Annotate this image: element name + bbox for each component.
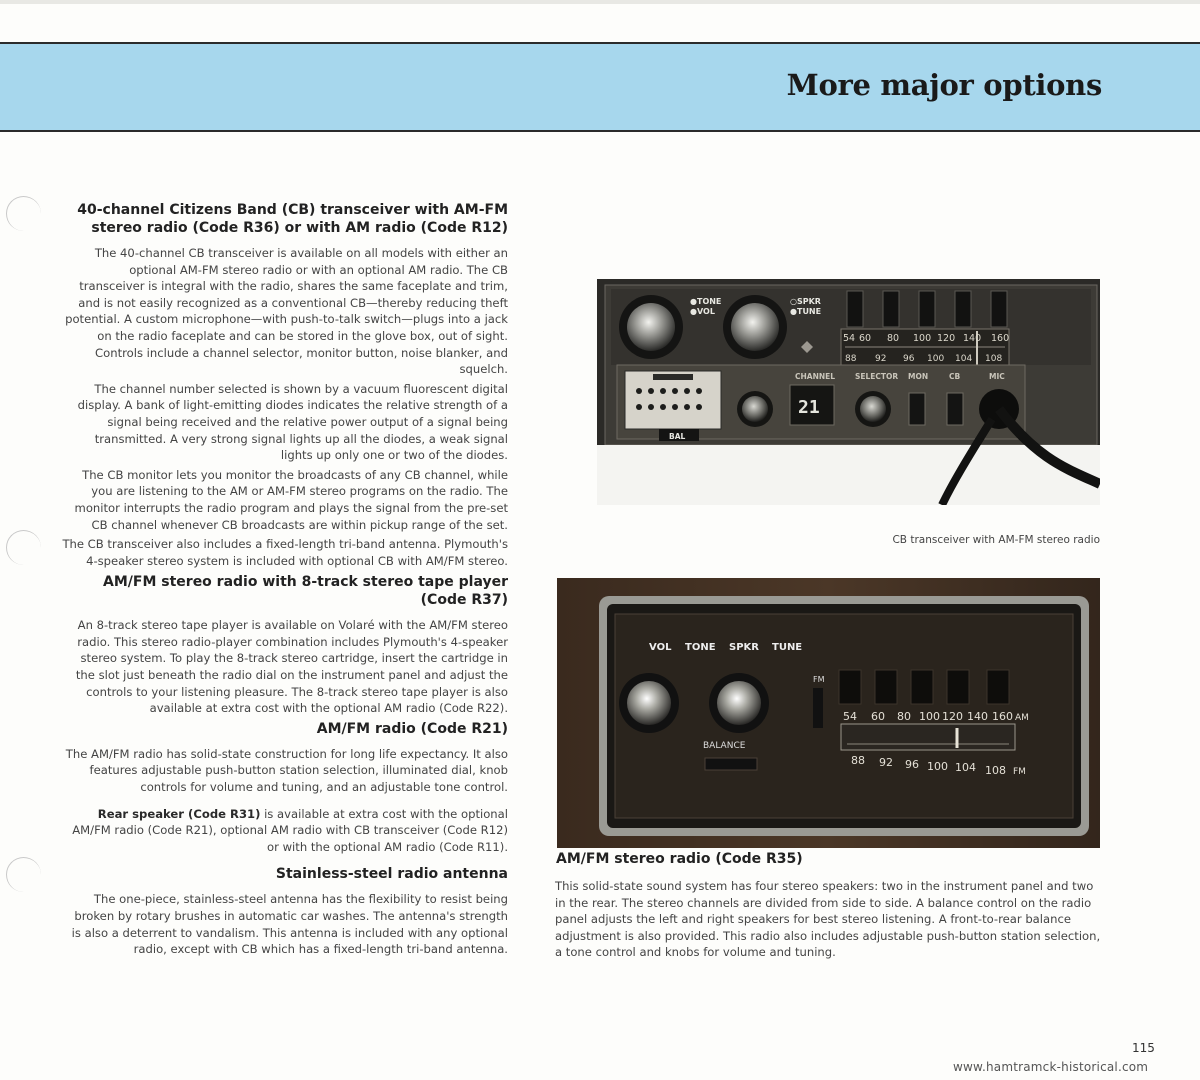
svg-text:140: 140 bbox=[963, 333, 982, 344]
svg-text:100: 100 bbox=[919, 710, 940, 723]
channel-number: 21 bbox=[798, 397, 820, 418]
svg-text:100: 100 bbox=[927, 760, 948, 773]
cb-paragraph-4: The CB transceiver also includes a fixed-length tri-band antenna. Plymouth's 4-speaker stereo system is included with optional CB with AM/FM stereo. bbox=[62, 537, 508, 568]
tone-label: TONE bbox=[685, 642, 716, 653]
rear-speaker-paragraph bbox=[62, 806, 508, 856]
svg-text:100: 100 bbox=[927, 354, 945, 364]
spkr-tune-knob bbox=[717, 681, 761, 725]
vol-label: ●VOL bbox=[690, 307, 715, 316]
figure-caption: CB transceiver with AM-FM stereo radio bbox=[892, 534, 1100, 546]
svg-text:160: 160 bbox=[992, 710, 1013, 723]
svg-text:160: 160 bbox=[991, 333, 1010, 344]
svg-text:88: 88 bbox=[851, 754, 865, 767]
vol-tone-knob bbox=[627, 681, 671, 725]
cb-label: CB bbox=[949, 372, 961, 381]
svg-text:88: 88 bbox=[845, 354, 857, 364]
binder-hole-mark bbox=[6, 196, 41, 231]
spkr-label: SPKR bbox=[729, 642, 759, 653]
svg-text:108: 108 bbox=[985, 354, 1003, 364]
svg-text:120: 120 bbox=[937, 333, 956, 344]
svg-text:96: 96 bbox=[903, 354, 915, 364]
tune-label: TUNE bbox=[772, 642, 803, 653]
svg-text:54: 54 bbox=[843, 710, 857, 723]
bal-slider bbox=[653, 374, 693, 380]
svg-text:60: 60 bbox=[859, 333, 872, 344]
photo-background bbox=[597, 445, 1100, 505]
fm-switch-label: FM bbox=[813, 675, 825, 684]
rear-speaker-lead: Rear speaker (Code R31) bbox=[97, 806, 261, 821]
cb-transceiver-photo bbox=[597, 279, 1100, 505]
spkr-label: ○SPKR bbox=[790, 297, 821, 306]
tuning-dial bbox=[841, 724, 1015, 750]
tune-label: ●TUNE bbox=[790, 307, 822, 316]
section-heading-antenna: Stainless-steel radio antenna bbox=[275, 866, 508, 883]
balance-slider bbox=[705, 758, 757, 770]
squelch-knob bbox=[742, 396, 768, 422]
section-heading-8track: AM/FM stereo radio with 8-track stereo tape player (Code R37) bbox=[103, 574, 508, 609]
mic-label: MIC bbox=[989, 372, 1005, 381]
watermark-url: www.hamtramck-historical.com bbox=[953, 1060, 1149, 1074]
svg-text:120: 120 bbox=[942, 710, 963, 723]
cb-paragraph-1: The 40-channel CB transceiver is available on all models with either an optional AM-FM stereo radio or with an optional AM radio. The CB transceiver is integral with the radio, shares the same faceplate and trim, and is not easily recognized as a conventional CB—thereby reducing theft potential. A custom microphone—with push-to-talk switch—plugs into a jack on the radio faceplate and can be stored in the glove box, out of sight. Controls include a channel selector, monitor button, noise blanker, and squelch. bbox=[65, 246, 508, 377]
svg-text:AM: AM bbox=[1015, 713, 1029, 723]
channel-label: CHANNEL bbox=[795, 372, 836, 381]
page-number: 115 bbox=[1132, 1041, 1155, 1055]
cb-paragraph-2: The channel number selected is shown by a vacuum fluorescent digital display. A bank of light-emitting diodes indicates the relative strength of a signal being received and the relative power output of a signal being transmitted. A very strong signal lights up all the diodes, a weak signal lights up only one or two of the diodes. bbox=[77, 381, 508, 463]
top-rule bbox=[0, 0, 1200, 4]
antenna-paragraph: The one-piece, stainless-steel antenna has the flexibility to resist being broken by rotary brushes in automatic car washes. The antenna's strength is also a deterrent to vandalism. This antenna is included with any optional radio, except with CB which has a fixed-length tri-band antenna. bbox=[71, 892, 508, 957]
svg-text:80: 80 bbox=[887, 333, 900, 344]
svg-text:140: 140 bbox=[967, 710, 988, 723]
spkr-tune-knob bbox=[731, 303, 779, 351]
balance-label: BALANCE bbox=[703, 741, 746, 751]
svg-text:92: 92 bbox=[879, 756, 893, 769]
stereo-paragraph: This solid-state sound system has four stereo speakers: two in the instrument panel and two in the rear. The stereo channels are divided from side to side. A balance control on the radio panel adjusts the left and right speakers for best stereo listening. A front-to-rear balance adjustment is also provided. This radio also includes adjustable push-button station selection, a tone control and knobs for volume and tuning. bbox=[555, 879, 1101, 960]
selector-label: SELECTOR bbox=[855, 372, 899, 381]
mon-label: MON bbox=[908, 372, 929, 381]
svg-text:54: 54 bbox=[843, 333, 856, 344]
binder-hole-mark bbox=[6, 857, 41, 892]
tone-label: ●TONE bbox=[690, 297, 722, 306]
cb-paragraph-3: The CB monitor lets you monitor the broadcasts of any CB channel, while you are listening to the AM or AM-FM stereo programs on the radio. The monitor interrupts the radio program and plays the signal from the pre-set CB channel whenever CB broadcasts are within pickup range of the set. bbox=[74, 467, 508, 532]
selector-knob bbox=[860, 396, 886, 422]
am-scale bbox=[843, 710, 1029, 723]
svg-text:104: 104 bbox=[955, 354, 973, 364]
svg-text:FM: FM bbox=[1013, 767, 1026, 777]
svg-text:100: 100 bbox=[913, 333, 932, 344]
svg-text:108: 108 bbox=[985, 764, 1006, 777]
vol-label: VOL bbox=[649, 642, 672, 653]
cb-button bbox=[947, 393, 963, 425]
left-column bbox=[62, 201, 508, 961]
amfm-stereo-photo bbox=[557, 578, 1100, 848]
page-title: More major options bbox=[786, 68, 1102, 102]
svg-text:96: 96 bbox=[905, 758, 919, 771]
tone-vol-knob bbox=[627, 303, 675, 351]
section-heading-amfm: AM/FM radio (Code R21) bbox=[316, 720, 508, 737]
binder-hole-mark bbox=[6, 530, 41, 565]
amfm-stereo-illustration bbox=[557, 578, 1100, 848]
svg-text:92: 92 bbox=[875, 354, 887, 364]
bal-label: BAL bbox=[669, 432, 686, 441]
rear-speaker-text: is available at extra cost with the optional AM/FM radio (Code R21), optional AM radio with CB transceiver (Code R12) or with the optional AM radio (Code R11). bbox=[72, 806, 508, 854]
section-heading-stereo: AM/FM stereo radio (Code R35) bbox=[556, 851, 803, 867]
fm-switch bbox=[813, 688, 823, 728]
amfm-paragraph: The AM/FM radio has solid-state construction for long life expectancy. It also features adjustable push-button station selection, illuminated dial, knob controls for volume and tuning, and an adjustable tone control. bbox=[65, 746, 508, 795]
mon-button bbox=[909, 393, 925, 425]
svg-text:60: 60 bbox=[871, 710, 885, 723]
svg-text:80: 80 bbox=[897, 710, 911, 723]
section-heading-cb: 40-channel Citizens Band (CB) transceiver with AM-FM stereo radio (Code R36) or with AM radio (Code R12) bbox=[77, 202, 508, 236]
header-banner bbox=[0, 42, 1200, 132]
8track-paragraph: An 8-track stereo tape player is available on Volaré with the AM/FM stereo radio. This stereo radio-player combination includes Plymouth's 4-speaker stereo system. To play the 8-track stereo cartridge, insert the cartridge in the slot just beneath the radio dial on the instrument panel and adjust the controls to your listening pleasure. The 8-track stereo tape player is also available at extra cost with the optional AM radio (Code R22). bbox=[75, 618, 508, 716]
svg-text:104: 104 bbox=[955, 761, 976, 774]
cb-transceiver-illustration bbox=[597, 279, 1100, 505]
